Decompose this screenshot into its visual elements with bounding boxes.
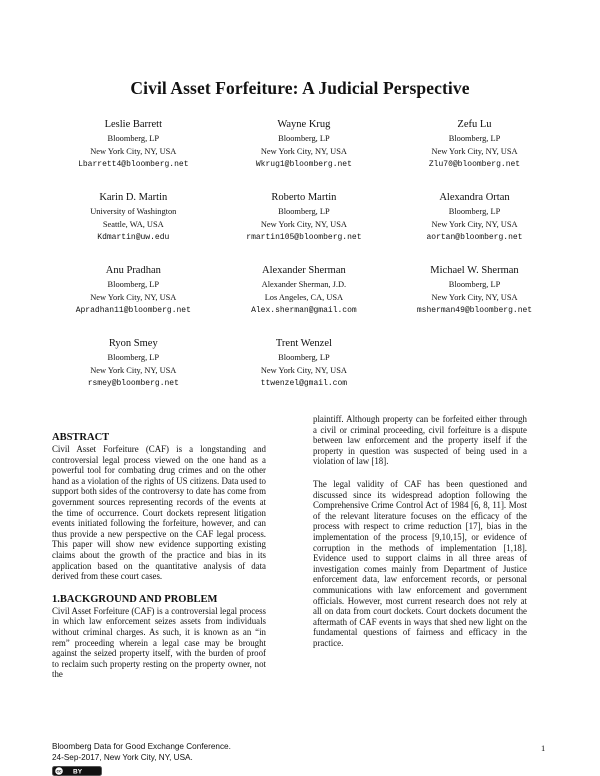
author-name: Anu Pradhan — [105, 265, 161, 276]
author-email: msherman49@bloomberg.net — [416, 306, 533, 315]
author-affiliation: Alexander Sherman, J.D. — [261, 280, 347, 289]
paragraph-spacer — [313, 467, 527, 479]
author-location: New York City, NY, USA — [431, 147, 518, 156]
author-card — [389, 191, 560, 264]
author-email: Apradhan11@bloomberg.net — [75, 306, 191, 315]
by-label: BY — [73, 768, 83, 776]
author-name: Alexander Sherman — [262, 265, 346, 276]
author-email: Kdmartin@uw.edu — [97, 233, 170, 242]
author-location: New York City, NY, USA — [260, 220, 347, 229]
author-location: Seattle, WA, USA — [102, 220, 164, 229]
author-row — [48, 191, 560, 264]
author-card — [389, 118, 560, 191]
cc-icon-text: cc — [56, 768, 62, 774]
section-spacer — [52, 582, 266, 594]
venue-footer — [52, 741, 312, 763]
author-affiliation: Bloomberg, LP — [448, 134, 501, 143]
author-location: New York City, NY, USA — [431, 293, 518, 302]
author-affiliation: Bloomberg, LP — [107, 353, 160, 362]
author-affiliation: University of Washington — [90, 207, 177, 216]
author-location: New York City, NY, USA — [90, 293, 177, 302]
abstract-text: Civil Asset Forfeiture (CAF) is a longstanding and controversial legal process viewed on the one hand as a powerful tool for combating drug crimes and on the other hand as a violation of the rights of US citizens. Data used to support both sides of the controversy to date has come from government sources representing records of the events at the time of occurrence. Court dockets represent litigation events initiated following the forfeiture, however, and can thus provide a new perspective on the CAF legal process. This paper will show new evidence supporting existing claims about the growth of the practice and bias in its application based on the quantitative analysis of data derived from these court cases. — [52, 444, 266, 582]
author-email: aortan@bloomberg.net — [426, 233, 523, 242]
author-affiliation: Bloomberg, LP — [278, 134, 330, 143]
author-card — [219, 337, 390, 410]
author-name: Zefu Lu — [457, 119, 492, 130]
author-card — [219, 118, 390, 191]
author-row — [48, 264, 560, 337]
author-name: Wayne Krug — [277, 119, 331, 130]
abstract-heading: ABSTRACT — [52, 432, 110, 443]
author-email: Zlu70@bloomberg.net — [428, 160, 521, 169]
section-paragraph: The legal validity of CAF has been questioned and discussed since its widespread adoption following the Comprehensive Crime Control Act of 1984 [6, 8, 11]. Most of the relevant literature focuses on the efficacy of the process with respect to crime reduction [17], bias in the implementation of the process [9,10,15], or evidence of corruption in the methods of implementation [1,18]. Evidence used to support claims in all three areas of investigation comes mainly from Department of Justice enforcement data, law enforcement records, or personal communications with law enforcement and government officials. However, most current research does not rely at all on data from court dockets. Court dockets document the aftermath of CAF events in ways that shed new light on the fundamental questions of fairness and efficacy in the practice. — [313, 478, 527, 648]
author-email: rmartin105@bloomberg.net — [246, 233, 362, 242]
author-card — [48, 337, 219, 410]
section-paragraph-continued: plaintiff. Although property can be forfeited either through a civil or criminal proceeding, civil forfeiture is a dispute between law enforcement and the property itself if the property in question was suspected of being used in a violation of law [18]. — [313, 414, 527, 467]
author-block — [48, 118, 560, 410]
author-name: Michael W. Sherman — [430, 265, 519, 276]
author-name: Karin D. Martin — [99, 192, 168, 203]
author-row — [48, 337, 560, 410]
author-affiliation: Bloomberg, LP — [448, 207, 501, 216]
left-column — [52, 432, 266, 680]
author-location: New York City, NY, USA — [260, 147, 347, 156]
author-location: New York City, NY, USA — [260, 366, 347, 375]
author-affiliation: Bloomberg, LP — [107, 134, 160, 143]
right-column — [313, 414, 527, 648]
author-affiliation: Bloomberg, LP — [107, 280, 160, 289]
author-card — [219, 191, 390, 264]
author-card — [219, 264, 390, 337]
page-number: 1 — [541, 743, 546, 753]
author-name: Roberto Martin — [271, 192, 337, 203]
venue-line: Bloomberg Data for Good Exchange Conference. — [52, 742, 231, 751]
author-card — [48, 191, 219, 264]
author-name: Trent Wenzel — [275, 338, 332, 349]
cc-by-license-badge — [52, 766, 102, 776]
author-location: New York City, NY, USA — [90, 366, 177, 375]
author-email: Wkrug1@bloomberg.net — [255, 160, 352, 169]
author-card — [389, 264, 560, 337]
author-affiliation: Bloomberg, LP — [278, 207, 330, 216]
paper-title: Civil Asset Forfeiture: A Judicial Perspective — [130, 78, 470, 98]
author-card — [48, 118, 219, 191]
author-row — [48, 118, 560, 191]
author-card — [48, 264, 219, 337]
author-name: Alexandra Ortan — [439, 192, 510, 203]
section-heading: 1.BACKGROUND AND PROBLEM — [52, 593, 218, 605]
author-affiliation: Bloomberg, LP — [448, 280, 501, 289]
author-name: Ryon Smey — [108, 338, 158, 349]
author-location: New York City, NY, USA — [431, 220, 518, 229]
author-email: Lbarrett4@bloomberg.net — [78, 160, 189, 169]
author-email: ttwenzel@gmail.com — [260, 379, 348, 388]
author-affiliation: Bloomberg, LP — [278, 353, 330, 362]
author-location: New York City, NY, USA — [90, 147, 177, 156]
venue-line: 24-Sep-2017, New York City, NY, USA. — [52, 753, 193, 762]
author-location: Los Angeles, CA, USA — [264, 293, 344, 302]
author-email: rsmey@bloomberg.net — [87, 379, 179, 388]
author-email: Alex.sherman@gmail.com — [251, 306, 357, 315]
author-name: Leslie Barrett — [104, 119, 163, 130]
section-paragraph: Civil Asset Forfeiture (CAF) is a controversial legal process in which law enforcement seizes assets from individuals without criminal charges. As such, it is known as an “in rem” proceeding wherein a legal case may be brought against the seized property itself, with the burden of proof to reclaim such property resting on the property owner, not the — [52, 605, 266, 680]
